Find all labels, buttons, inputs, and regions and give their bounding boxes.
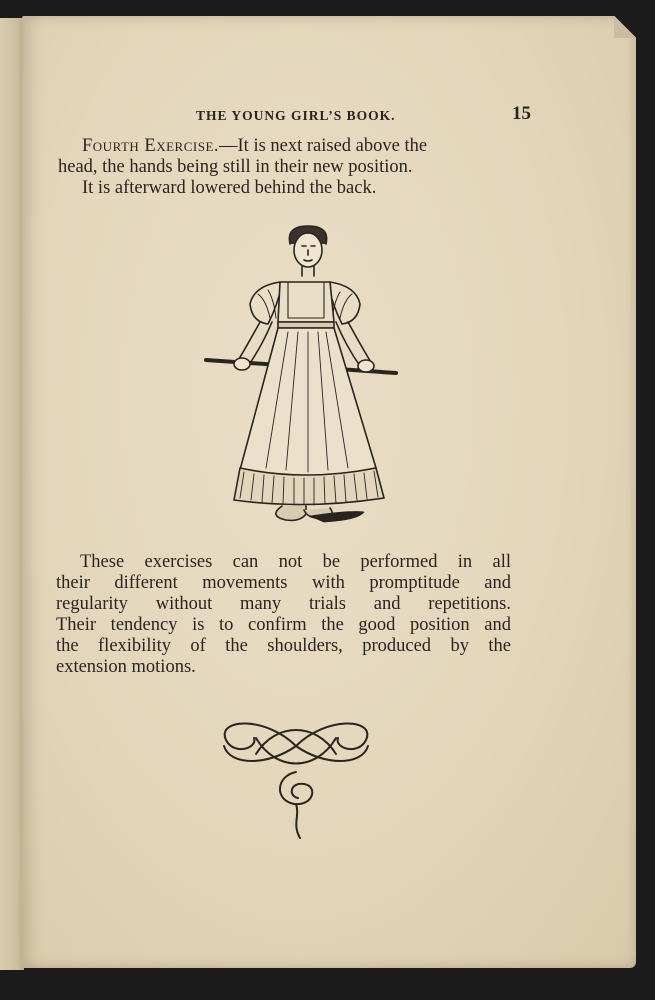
paragraph-line: head, the hands being still in their new position. bbox=[58, 157, 413, 177]
woman-with-wand-engraving-icon bbox=[180, 210, 420, 534]
flourish-ornament-icon bbox=[196, 712, 396, 856]
line-text: It is next raised above the bbox=[237, 136, 428, 156]
left-page-edge bbox=[0, 18, 24, 970]
paragraph-line: regularity without many trials and repetitions. bbox=[56, 594, 511, 614]
paragraph-line: their different movements with promptitude and bbox=[56, 573, 511, 593]
paragraph-line: These exercises can not be performed in all bbox=[80, 552, 511, 572]
paragraph-line bbox=[58, 136, 513, 157]
paragraph-line: the flexibility of the shoulders, produced by the bbox=[56, 636, 511, 656]
em-dash: — bbox=[219, 136, 238, 156]
paragraph-line: It is afterward lowered behind the back. bbox=[82, 178, 377, 198]
page-corner bbox=[614, 16, 636, 38]
page-number: 15 bbox=[512, 103, 531, 124]
paragraph-line: Their tendency is to confirm the good position and bbox=[56, 615, 511, 635]
paragraph-line: extension motions. bbox=[56, 657, 196, 677]
exercise-heading: Fourth Exercise. bbox=[82, 136, 220, 156]
paragraph-fourth-exercise bbox=[58, 136, 513, 199]
paragraph-exercises-note bbox=[56, 552, 511, 678]
running-title: THE YOUNG GIRL’S BOOK. bbox=[196, 108, 396, 123]
